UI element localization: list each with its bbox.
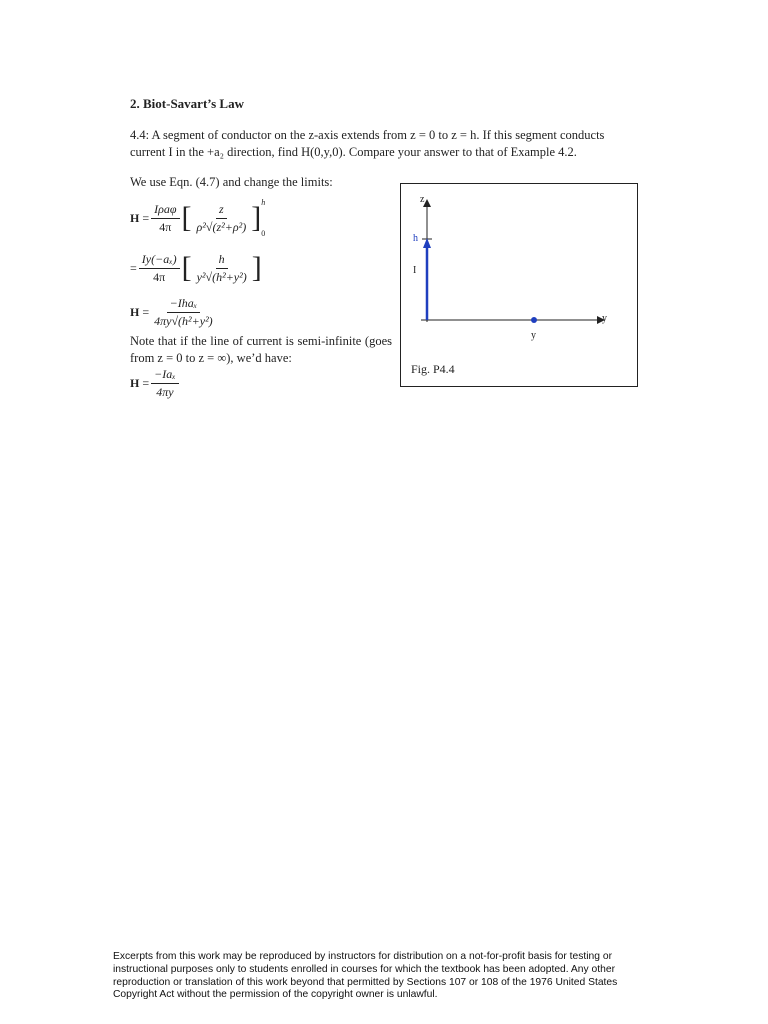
h-label: h xyxy=(413,233,418,244)
equation-1: H = $\frac{\text{Iρaφ}}{4\pi}$ [ $\frac{z}{\text{ρ²√(z²+ρ²)}}$ ] h 0 xyxy=(130,198,266,238)
problem-line-1: 4.4: A segment of conductor on the z-axis extends from z = 0 to z = h. If this segment conducts xyxy=(130,128,605,142)
figure-caption: Fig. P4.4 xyxy=(411,362,455,376)
figure-p4-4 xyxy=(400,183,638,387)
eq3-result: $\frac{\text{−Ihaₓ}}{\text{4πy√(h²+y²)}}$ xyxy=(154,295,213,328)
equation-4: H = $\frac{\text{−Iaₓ}}{4\pi y}$ xyxy=(130,367,181,399)
z-axis-label: z xyxy=(420,194,425,205)
equation-2: = $\frac{\text{Iy(−aₓ)}}{4\pi}$ [ $\frac{h}{\text{y²√(h²+y²)}}$ ] xyxy=(130,251,262,284)
y-axis-label: y xyxy=(602,313,607,324)
eq4-result: $\frac{\text{−Iaₓ}}{4\pi y}$ xyxy=(151,367,179,400)
problem-line-2: current I in the +a₂ direction, find H(0,y,0). Compare your answer to that of Example 4.2. xyxy=(130,145,577,159)
eq1-lower-limit: 0 xyxy=(261,229,266,238)
field-point xyxy=(531,317,537,323)
current-label: I xyxy=(413,265,417,276)
eq1-h-symbol: H xyxy=(130,210,140,225)
problem-statement xyxy=(130,127,640,161)
eq1-upper-limit: h xyxy=(261,198,266,207)
section-heading: 2. Biot-Savart’s Law xyxy=(130,96,244,111)
copyright-footer: Excerpts from this work may be reproduced by instructors for distribution on a not-for-profit basis for testing or instructional purposes only to students enrolled in courses for which the textbook has been adopted. Any other reproduction or translation of this work beyond that permitted by Sections 107 or 108 of the 1976 United States Copyright Act without the permission of the copyright owner is unlawful. xyxy=(113,951,618,1001)
eq2-evaluated: $\frac{h}{\text{y²√(h²+y²)}}$ xyxy=(196,251,247,284)
eq1-integrand: $\frac{z}{\text{ρ²√(z²+ρ²)}}$ xyxy=(196,201,247,234)
eq1-prefactor: $\frac{\text{Iρaφ}}{4\pi}$ xyxy=(151,202,179,235)
equation-3: H = $\frac{\text{−Ihaₓ}}{\text{4πy√(h²+y²)}}$ xyxy=(130,294,218,330)
solution-intro: We use Eqn. (4.7) and change the limits: xyxy=(130,175,333,189)
eq2-prefactor: $\frac{\text{Iy(−aₓ)}}{4\pi}$ xyxy=(139,252,180,285)
point-label: y xyxy=(531,330,536,341)
semi-infinite-note: Note that if the line of current is semi-infinite (goes from z = 0 to z = ∞), we’d have: xyxy=(130,334,392,365)
figure-diagram xyxy=(401,184,637,386)
